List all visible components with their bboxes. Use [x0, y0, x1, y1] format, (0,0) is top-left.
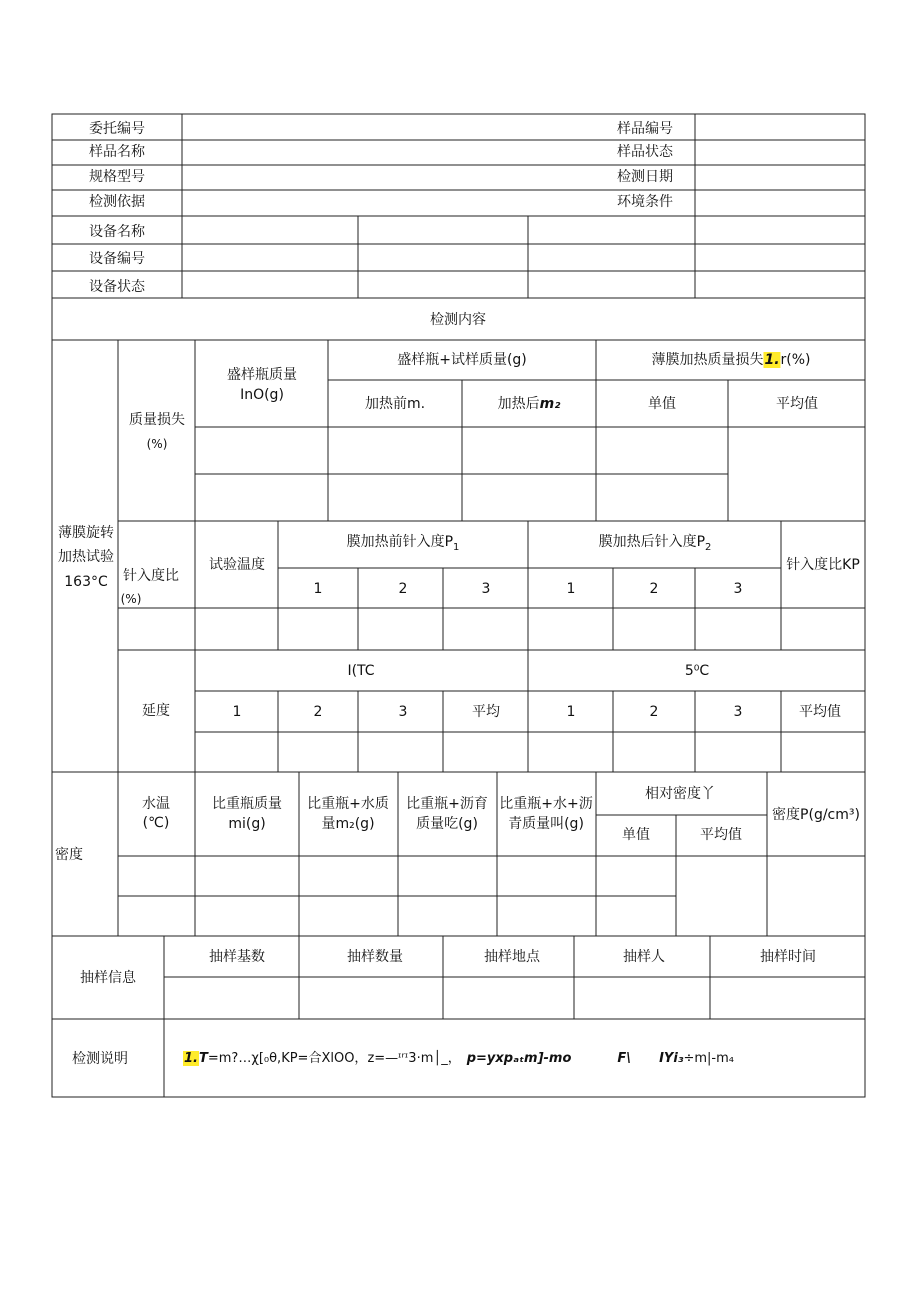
formula-part6: IYi₃: [659, 1051, 684, 1066]
penetration-after-text: 膜加热后针入度P: [598, 534, 706, 551]
bottle-water-asphalt-line1: 比重瓶+水+沥: [499, 796, 593, 812]
bottle-asphalt-line1: 比重瓶+沥育: [406, 796, 488, 812]
penetration-before-1: 1: [313, 581, 323, 597]
penetration-after-3: 3: [733, 581, 743, 597]
water-temp-line1: 水温: [142, 796, 170, 812]
entrust-no-label: 委托编号: [89, 121, 145, 137]
penetration-after-sub: 2: [705, 541, 712, 553]
notes-label: 检测说明: [72, 1051, 128, 1067]
mass-loss-label: 质量损失: [129, 412, 185, 428]
container-mass-line1: 盛样瓶质量: [227, 367, 297, 383]
mass-loss-unit: (%): [146, 437, 168, 451]
tfot-label-line1: 薄膜旋转: [58, 525, 114, 541]
bottle-water-line1: 比重瓶+水质: [307, 796, 389, 812]
penetration-before-text: 膜加热前针入度P: [346, 534, 454, 551]
container-mass-line2: InO(g): [240, 387, 284, 403]
before-heating-header: 加热前m.: [364, 396, 426, 412]
penetration-before-2: 2: [398, 581, 408, 597]
ductility-temp2: 5⁰C: [684, 663, 710, 679]
heating-loss-header: [651, 351, 810, 369]
penetration-label: 针入度比: [123, 568, 179, 584]
penetration-after-2: 2: [649, 581, 659, 597]
sampling-time: 抽样时间: [760, 949, 816, 965]
ductility-b-3: 3: [733, 704, 743, 720]
sample-no-label: 样品编号: [617, 121, 673, 137]
ductility-b-1: 1: [566, 704, 576, 720]
density-label: 密度: [55, 847, 83, 863]
penetration-after-1: 1: [566, 581, 576, 597]
bottle-asphalt-line2: 质量吃(g): [416, 816, 478, 832]
formula-part5: F\: [617, 1051, 632, 1066]
content-title: 检测内容: [430, 312, 486, 328]
penetration-ratio-header: 针入度比KP: [786, 557, 860, 573]
test-date-label: 检测日期: [617, 169, 673, 185]
penetration-before-3: 3: [481, 581, 491, 597]
after-heating-var: m₂: [539, 396, 561, 412]
formula-part3: z=—ᶦʳᶦ3·m│_，: [367, 1051, 461, 1066]
sampling-label: 抽样信息: [80, 970, 136, 986]
equipment-name-label: 设备名称: [89, 224, 145, 240]
heating-loss-prefix: 薄膜加热质量损失: [651, 352, 764, 368]
ductility-b-average: 平均值: [799, 704, 841, 720]
formula-part2: =m?…χ[₀θ,KP=合XlOO，: [207, 1051, 368, 1066]
bottle-mass-line2: mi(g): [228, 816, 266, 832]
after-heating-header: [498, 395, 561, 413]
ductility-a-3: 3: [398, 704, 408, 720]
formula-part7: ÷m|-m₄: [683, 1051, 734, 1066]
ductility-b-2: 2: [649, 704, 659, 720]
container-sample-mass-header: 盛样瓶+试样质量(g): [397, 352, 527, 368]
water-temp-line2: (℃): [142, 815, 170, 831]
sampling-location: 抽样地点: [484, 949, 540, 965]
ductility-label: 延度: [142, 703, 170, 719]
ductility-a-average: 平均: [472, 704, 500, 720]
penetration-after-header: [599, 533, 712, 557]
ductility-a-1: 1: [232, 704, 242, 720]
penetration-unit: (%): [120, 592, 142, 606]
heating-loss-suffix: r(%): [780, 352, 811, 368]
bottle-mass-line1: 比重瓶质量: [212, 796, 282, 812]
relative-density-header: 相对密度丫: [645, 786, 715, 802]
env-condition-label: 环境条件: [617, 194, 673, 210]
ductility-a-2: 2: [313, 704, 323, 720]
formula-highlight: 1.: [184, 1051, 198, 1066]
mass-loss-average-header: 平均值: [776, 396, 818, 412]
test-basis-label: 检测依据: [89, 194, 145, 210]
formula-part4: p=yxpₐₜm]-mo: [466, 1051, 572, 1066]
sample-name-label: 样品名称: [89, 144, 145, 160]
tfot-label-line2: 加热试验: [58, 549, 114, 565]
tfot-label-line3: 163°C: [64, 574, 108, 590]
sample-state-label: 样品状态: [617, 144, 673, 160]
relative-density-average: 平均值: [700, 827, 742, 843]
formula-part1: T: [198, 1051, 208, 1066]
bottle-water-asphalt-line2: 青质量叫(g): [508, 816, 584, 832]
sampling-quantity: 抽样数量: [347, 949, 403, 965]
notes-formula: [183, 1050, 734, 1068]
mass-loss-single-header: 单值: [648, 396, 676, 412]
bottle-water-line2: 量m₂(g): [321, 816, 375, 832]
heating-loss-highlight: 1.: [764, 352, 780, 368]
sampling-base-count: 抽样基数: [209, 949, 265, 965]
penetration-test-temp: 试验温度: [209, 557, 265, 573]
relative-density-single: 单值: [622, 827, 650, 843]
ductility-temp1: I(TC: [347, 663, 375, 679]
density-value-header: 密度P(g/cm³): [772, 807, 860, 823]
penetration-before-sub: 1: [453, 541, 460, 553]
equipment-number-label: 设备编号: [89, 251, 145, 267]
spec-model-label: 规格型号: [89, 169, 145, 185]
penetration-before-header: [347, 533, 460, 557]
after-heating-prefix: 加热后: [497, 396, 540, 412]
equipment-state-label: 设备状态: [89, 279, 145, 295]
sampling-person: 抽样人: [623, 949, 665, 965]
